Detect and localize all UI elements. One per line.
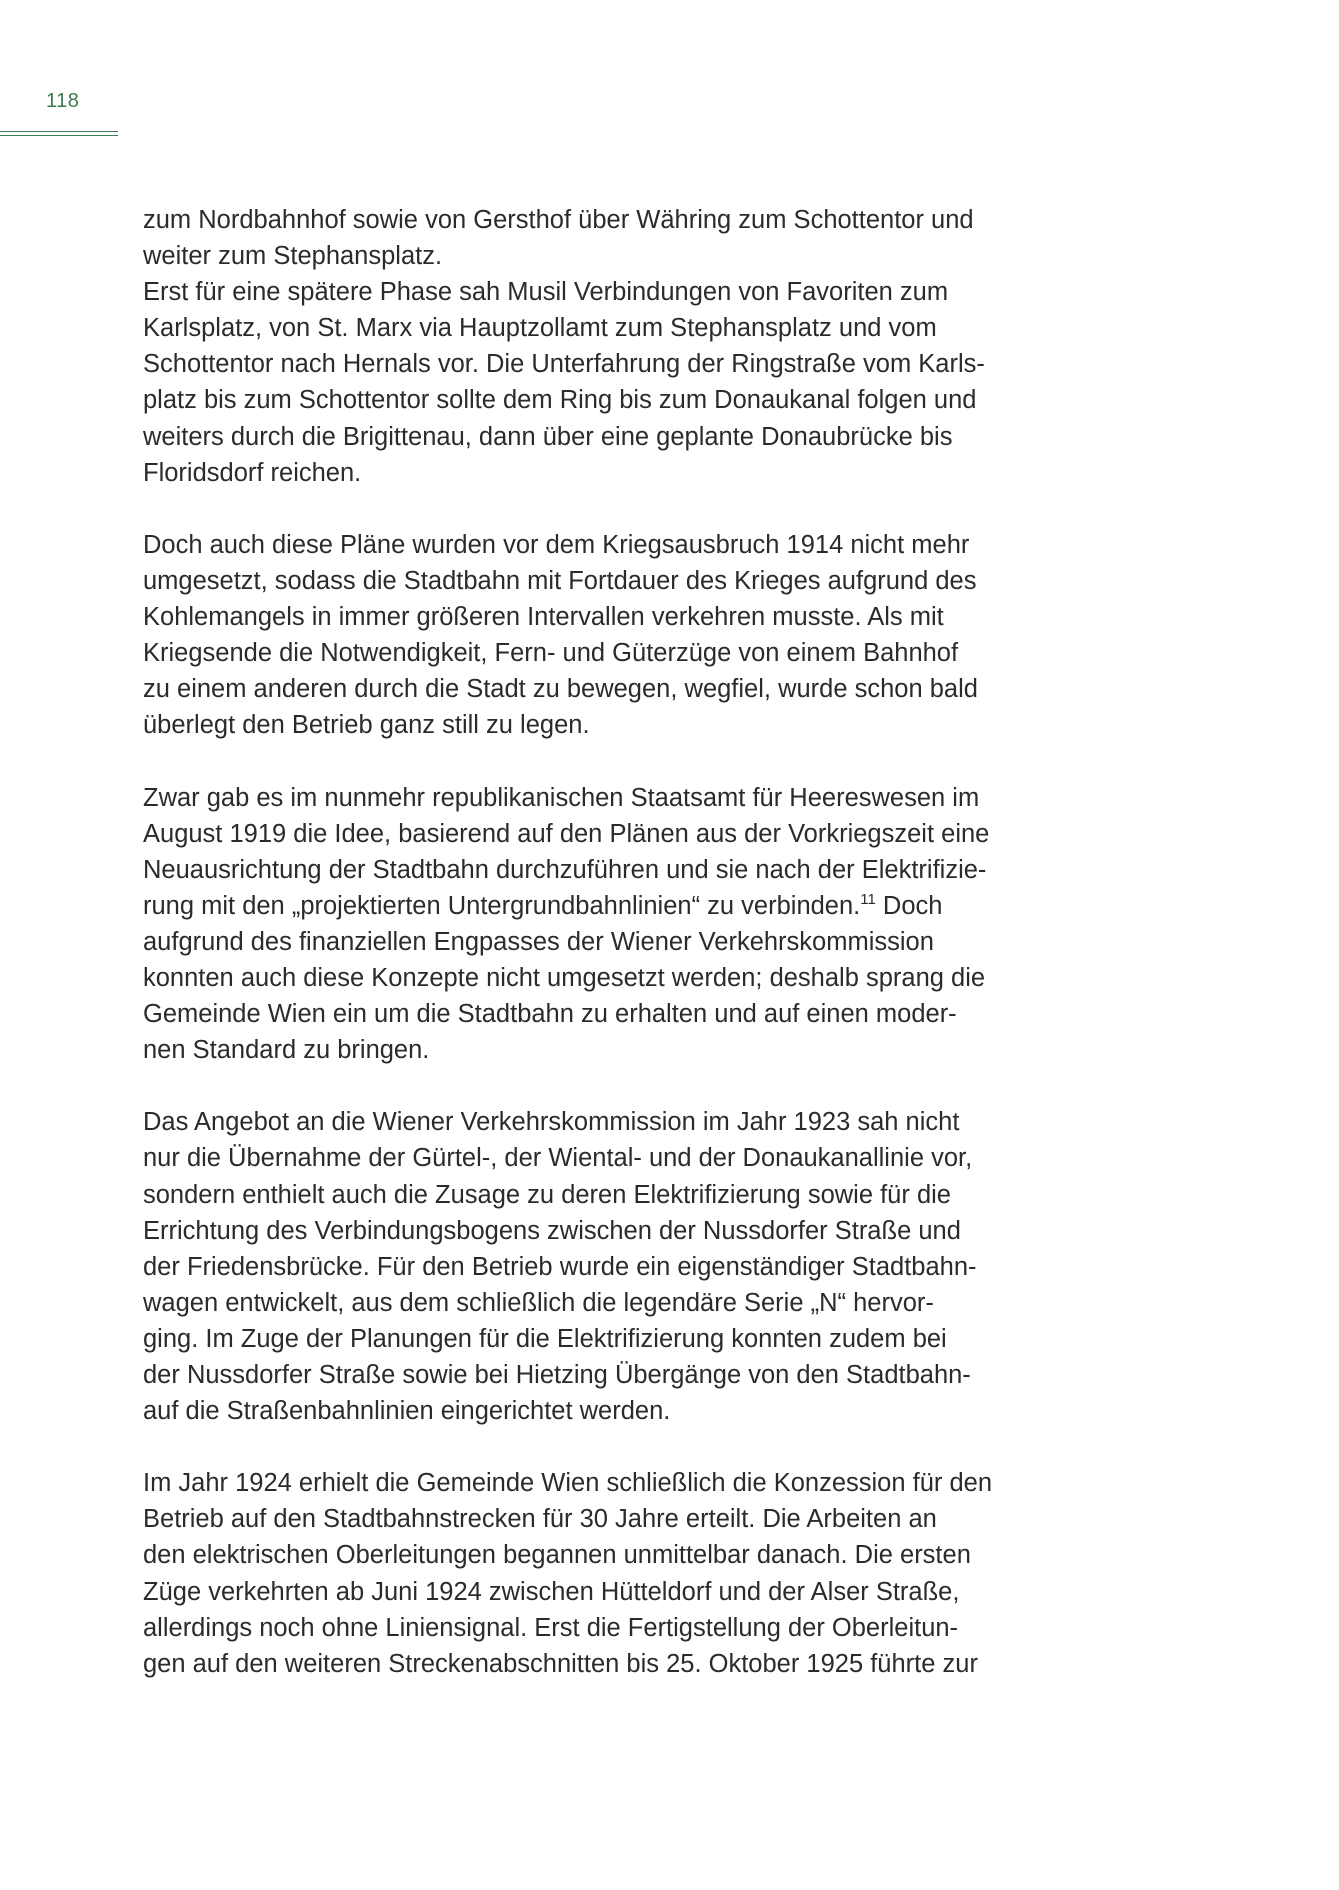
paragraph-gap	[143, 1068, 1043, 1104]
text-line: Züge verkehrten ab Juni 1924 zwischen Hütteldorf und der Alser Straße,	[143, 1577, 960, 1606]
text-line: Kohlemangels in immer größeren Intervallen verkehren musste. Als mit	[143, 603, 944, 632]
paragraph-5	[143, 1465, 1043, 1682]
text-line: August 1919 die Idee, basierend auf den Plänen aus der Vorkriegszeit eine	[143, 819, 990, 848]
text-line: Karlsplatz, von St. Marx via Hauptzollamt zum Stephansplatz und vom	[143, 314, 937, 343]
paragraph-1	[143, 202, 1043, 491]
text-segment: rung mit den „projektierten Untergrundbahnlinien“ zu verbinden.	[143, 891, 861, 920]
footnote-reference[interactable]: 11	[860, 890, 876, 908]
text-line: Erst für eine spätere Phase sah Musil Verbindungen von Favoriten zum	[143, 278, 949, 307]
text-line: ging. Im Zuge der Planungen für die Elektrifizierung konnten zudem bei	[143, 1324, 947, 1353]
text-line: der Friedensbrücke. Für den Betrieb wurde ein eigenständiger Stadtbahn-	[143, 1252, 977, 1281]
text-line: sondern enthielt auch die Zusage zu deren Elektrifizierung sowie für die	[143, 1180, 951, 1209]
text-line: nen Standard zu bringen.	[143, 1036, 430, 1065]
text-line: wagen entwickelt, aus dem schließlich die legendäre Serie „N“ hervor-	[143, 1288, 934, 1317]
header-rule-lower	[0, 135, 118, 136]
header-rule-upper	[0, 131, 118, 132]
text-line: Im Jahr 1924 erhielt die Gemeinde Wien schließlich die Konzession für den	[143, 1469, 993, 1498]
body-text	[143, 202, 1043, 1682]
paragraph-gap	[143, 1429, 1043, 1465]
text-line: Gemeinde Wien ein um die Stadtbahn zu erhalten und auf einen moder-	[143, 1000, 957, 1029]
text-line: Floridsdorf reichen.	[143, 458, 362, 487]
text-line: Schottentor nach Hernals vor. Die Unterfahrung der Ringstraße vom Karls-	[143, 350, 985, 379]
text-line: zum Nordbahnhof sowie von Gersthof über Währing zum Schottentor und	[143, 206, 974, 234]
paragraph-2	[143, 527, 1043, 744]
text-line: Errichtung des Verbindungsbogens zwischen der Nussdorfer Straße und	[143, 1216, 961, 1245]
text-line: weiter zum Stephansplatz.	[143, 242, 443, 271]
text-line: Betrieb auf den Stadtbahnstrecken für 30 Jahre erteilt. Die Arbeiten an	[143, 1505, 937, 1534]
text-line: umgesetzt, sodass die Stadtbahn mit Fortdauer des Krieges aufgrund des	[143, 566, 977, 595]
text-line: gen auf den weiteren Streckenabschnitten bis 25. Oktober 1925 führte zur	[143, 1649, 978, 1678]
text-line-with-footnote	[143, 888, 1043, 924]
text-line: platz bis zum Schottentor sollte dem Ring bis zum Donaukanal folgen und	[143, 386, 977, 415]
paragraph-gap	[143, 491, 1043, 527]
text-line: Doch auch diese Pläne wurden vor dem Kriegsausbruch 1914 nicht mehr	[143, 530, 970, 559]
text-line: aufgrund des finanziellen Engpasses der Wiener Verkehrskommission	[143, 927, 934, 956]
page-number: 118	[46, 90, 80, 112]
paragraph-gap	[143, 743, 1043, 779]
text-line: konnten auch diese Konzepte nicht umgesetzt werden; deshalb sprang die	[143, 963, 986, 992]
paragraph-3	[143, 780, 1043, 1069]
text-line: allerdings noch ohne Liniensignal. Erst die Fertigstellung der Oberleitun-	[143, 1613, 959, 1642]
text-line: nur die Übernahme der Gürtel-, der Wiental- und der Donaukanallinie vor,	[143, 1144, 973, 1173]
text-line: Zwar gab es im nunmehr republikanischen Staatsamt für Heereswesen im	[143, 783, 980, 812]
text-line: weiters durch die Brigittenau, dann über eine geplante Donaubrücke bis	[143, 422, 953, 451]
text-line: überlegt den Betrieb ganz still zu legen.	[143, 711, 590, 740]
text-line: Kriegsende die Notwendigkeit, Fern- und Güterzüge von einem Bahnhof	[143, 639, 959, 668]
text-line: Neuausrichtung der Stadtbahn durchzuführen und sie nach der Elektrifizie-	[143, 855, 987, 884]
text-line: auf die Straßenbahnlinien eingerichtet werden.	[143, 1397, 671, 1426]
paragraph-4	[143, 1104, 1043, 1429]
text-line: den elektrischen Oberleitungen begannen unmittelbar danach. Die ersten	[143, 1541, 971, 1570]
text-line: Das Angebot an die Wiener Verkehrskommission im Jahr 1923 sah nicht	[143, 1108, 960, 1137]
text-line: der Nussdorfer Straße sowie bei Hietzing Übergänge von den Stadtbahn-	[143, 1361, 971, 1389]
text-line: zu einem anderen durch die Stadt zu bewegen, wegfiel, wurde schon bald	[143, 675, 978, 704]
text-segment: Doch	[875, 891, 943, 920]
